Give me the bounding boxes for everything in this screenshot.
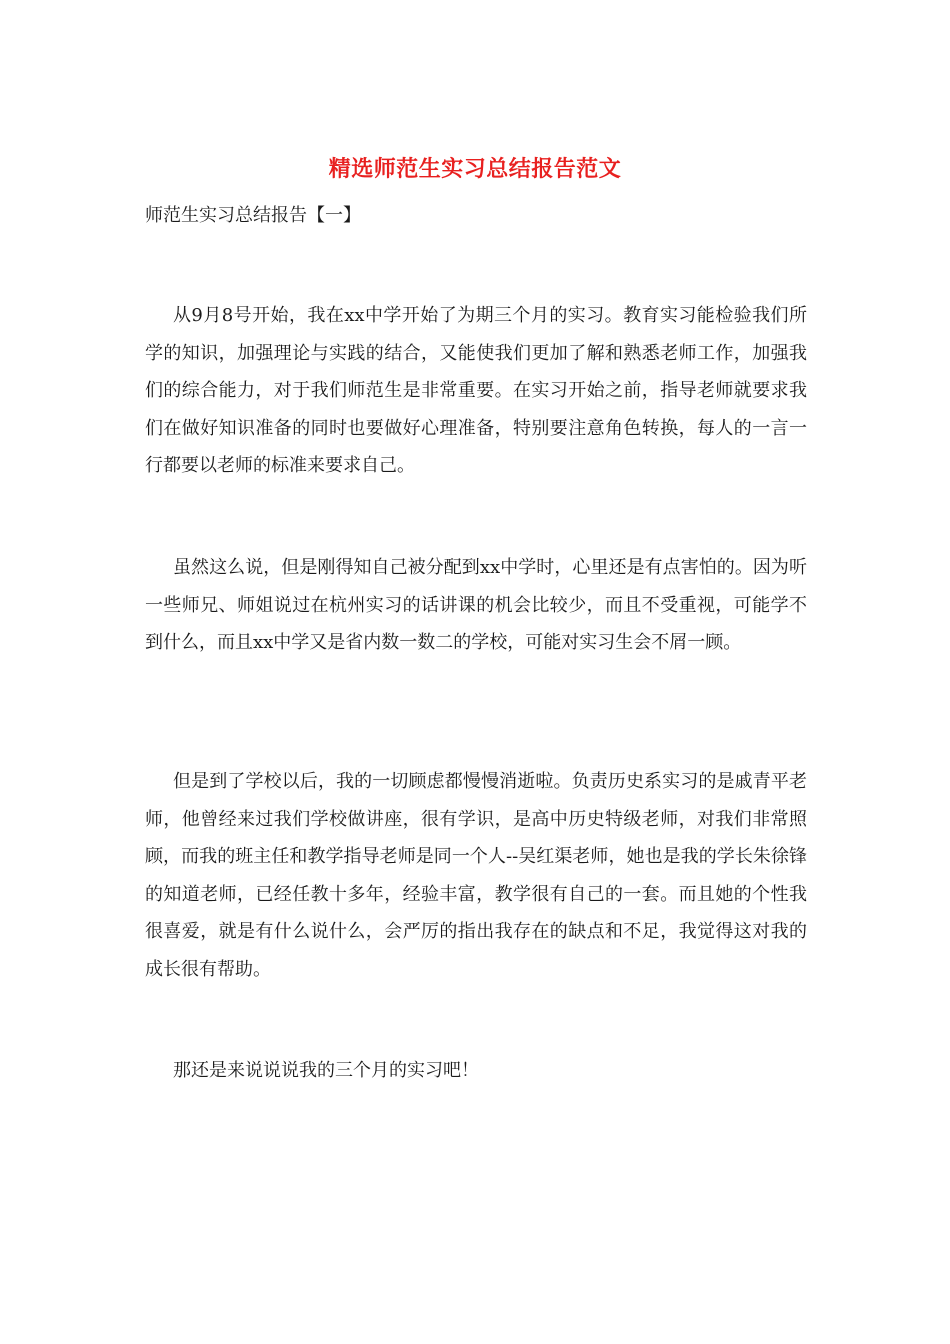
document-title: 精选师范生实习总结报告范文: [328, 156, 622, 182]
paragraph-1: 从9月8号开始，我在xx中学开始了为期三个月的实习。教育实习能检验我们所学的知识，加强理论与实践的结合，又能使我们更加了解和熟悉老师工作，加强我们的综合能力，对于我们师范生是非常重要。在实习开始之前，指导老师就要求我们在做好知识准备的同时也要做好心理准备，特别要注意角色转换，每人的一言一行都要以老师的标准来要求自己。: [145, 305, 807, 476]
paragraph-2: 虽然这么说，但是刚得知自己被分配到xx中学时，心里还是有点害怕的。因为听一些师兄、师姐说过在杭州实习的话讲课的机会比较少，而且不受重视，可能学不到什么，而且xx中学又是省内数一数二的学校，可能对实习生会不屑一顾。: [145, 557, 807, 653]
paragraph-3: 但是到了学校以后，我的一切顾虑都慢慢消逝啦。负责历史系实习的是戚青平老师，他曾经来过我们学校做讲座，很有学识，是高中历史特级老师，对我们非常照顾，而我的班主任和教学指导老师是同一个人--吴红渠老师，她也是我的学长朱徐锋的知道老师，已经任教十多年，经验丰富，教学很有自己的一套。而且她的个性我很喜爱，就是有什么说什么，会严厉的指出我存在的缺点和不足，我觉得这对我的成长很有帮助。: [145, 771, 807, 980]
paragraph-4: 那还是来说说说我的三个月的实习吧！: [173, 1060, 479, 1081]
section-heading: 师范生实习总结报告【一】: [145, 205, 361, 226]
